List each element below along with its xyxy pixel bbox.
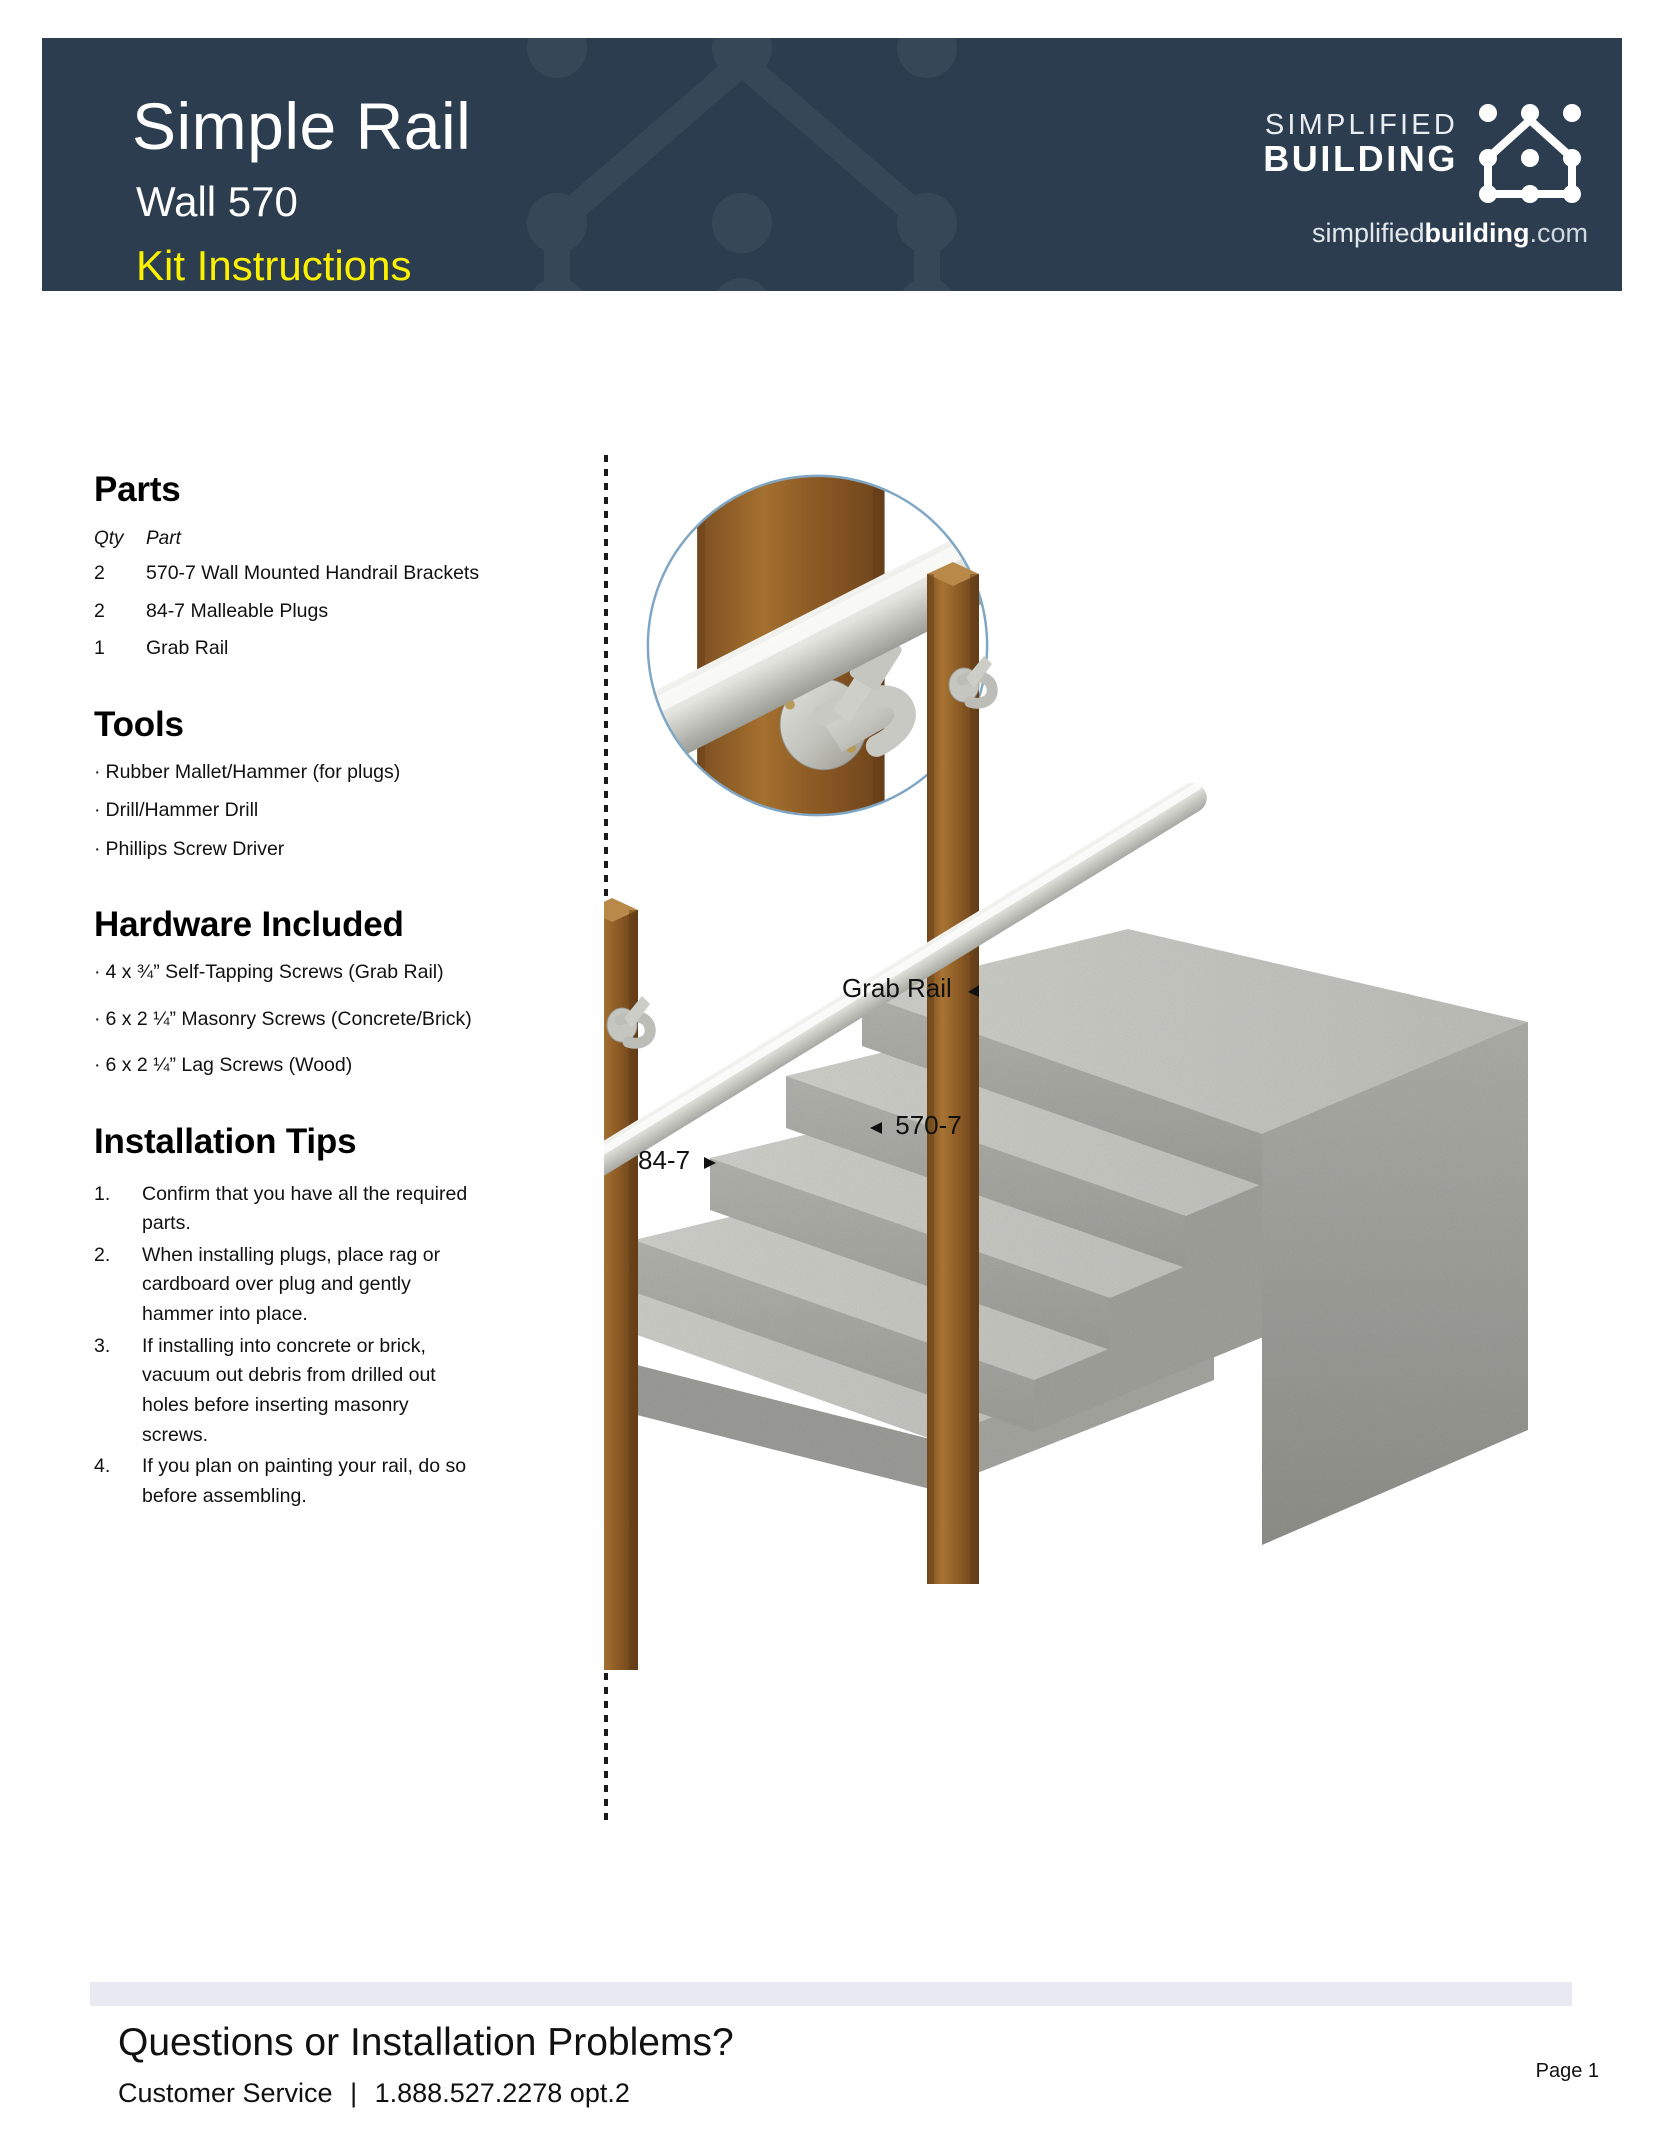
hardware-label: 6 x 2 ¼” Lag Screws (Wood) — [105, 1054, 353, 1076]
footer-phone: 1.888.527.2278 opt.2 — [374, 2077, 630, 2108]
page-subtitle: Wall 570 — [136, 178, 298, 225]
tool-label: Phillips Screw Driver — [105, 837, 285, 860]
tip-number: 3. — [94, 1334, 111, 1357]
kit-instructions-label: Kit Instructions — [136, 242, 412, 289]
hardware-label: 6 x 2 ¼” Masonry Screws (Concrete/Brick) — [105, 1007, 472, 1030]
list-item — [94, 1332, 564, 1451]
footer — [118, 2022, 1118, 2109]
tip-text: If installing into concrete or brick, vacuum out debris from drilled out holes before inserting masonry screws. — [142, 1334, 436, 1446]
parts-col-qty: Qty — [94, 528, 124, 549]
installation-tips-heading: Installation Tips — [94, 1121, 357, 1161]
tip-text: If you plan on painting your rail, do so before assembling. — [142, 1455, 467, 1507]
bullet-icon: · — [94, 760, 101, 783]
list-item — [94, 837, 564, 860]
concrete-stairs — [604, 929, 1528, 1545]
brand-wordmark — [1263, 110, 1458, 178]
part-name: 570-7 Wall Mounted Handrail Brackets — [146, 562, 480, 584]
document-header — [42, 38, 1622, 291]
footer-separator: | — [350, 2077, 358, 2108]
parts-table-header — [94, 528, 564, 550]
brand-name-simplified: SIMPLIFIED — [1264, 109, 1458, 141]
part-qty: 2 — [94, 599, 105, 622]
url-bold: building — [1424, 218, 1530, 248]
wood-post-upper — [927, 562, 979, 1584]
brand-logo — [1178, 90, 1598, 260]
tip-text: When installing plugs, place rag or cardboard over plug and gently hammer into place. — [142, 1243, 441, 1325]
bullet-icon: · — [94, 1054, 101, 1076]
table-row — [94, 639, 564, 659]
list-item — [94, 1007, 564, 1030]
table-row — [94, 564, 564, 584]
tip-text: Confirm that you have all the required parts. — [142, 1182, 468, 1235]
stair-handrail-illustration — [604, 440, 1624, 1860]
left-content-column — [94, 470, 564, 1557]
label-84-7-text: 84-7 — [638, 1145, 691, 1175]
part-qty: 2 — [94, 562, 105, 584]
list-item — [94, 760, 564, 783]
footer-divider-bar — [90, 1982, 1572, 2006]
list-item — [94, 801, 564, 821]
tip-number: 2. — [94, 1243, 111, 1266]
bullet-icon: · — [94, 961, 101, 983]
list-item — [94, 1241, 564, 1330]
footer-contact-line — [118, 2079, 1118, 2109]
tools-section — [94, 705, 564, 860]
parts-heading: Parts — [94, 470, 181, 509]
tip-number: 1. — [94, 1182, 111, 1205]
footer-title: Questions or Installation Problems? — [118, 2021, 734, 2064]
header-title-block — [132, 89, 472, 289]
list-item — [94, 1180, 564, 1239]
tools-heading: Tools — [94, 704, 184, 744]
brand-website-url — [1312, 218, 1588, 249]
house-logo-icon — [1470, 98, 1590, 208]
tool-label: Rubber Mallet/Hammer (for plugs) — [105, 760, 401, 783]
hardware-heading: Hardware Included — [94, 905, 404, 944]
part-qty: 1 — [94, 637, 105, 659]
page-title: Simple Rail — [132, 89, 472, 163]
list-item — [94, 1056, 564, 1076]
bullet-icon: · — [94, 837, 101, 860]
page-number: Page 1 — [1535, 2060, 1599, 2082]
bullet-icon: · — [94, 1007, 101, 1030]
table-row — [94, 599, 564, 622]
label-grab-rail-text: Grab Rail — [842, 973, 952, 1003]
url-prefix: simplified — [1311, 218, 1425, 248]
tool-label: Drill/Hammer Drill — [105, 799, 259, 821]
tip-number: 4. — [94, 1455, 111, 1478]
url-suffix: .com — [1529, 218, 1588, 248]
parts-col-part: Part — [146, 528, 181, 549]
hardware-label: 4 x ¾” Self-Tapping Screws (Grab Rail) — [105, 961, 444, 983]
list-item — [94, 963, 564, 983]
list-item — [94, 1452, 564, 1511]
installation-tips-section — [94, 1122, 564, 1512]
brand-name-building: BUILDING — [1263, 138, 1458, 180]
header-watermark-house-icon — [462, 38, 1022, 291]
footer-contact-label: Customer Service — [118, 2077, 333, 2108]
bullet-icon: · — [94, 799, 101, 821]
part-name: 84-7 Malleable Plugs — [146, 599, 329, 622]
part-name: Grab Rail — [146, 637, 229, 659]
parts-section — [94, 470, 564, 659]
label-570-7-text: 570-7 — [895, 1110, 962, 1140]
hardware-section — [94, 905, 564, 1076]
illustration-area — [604, 440, 1624, 1860]
